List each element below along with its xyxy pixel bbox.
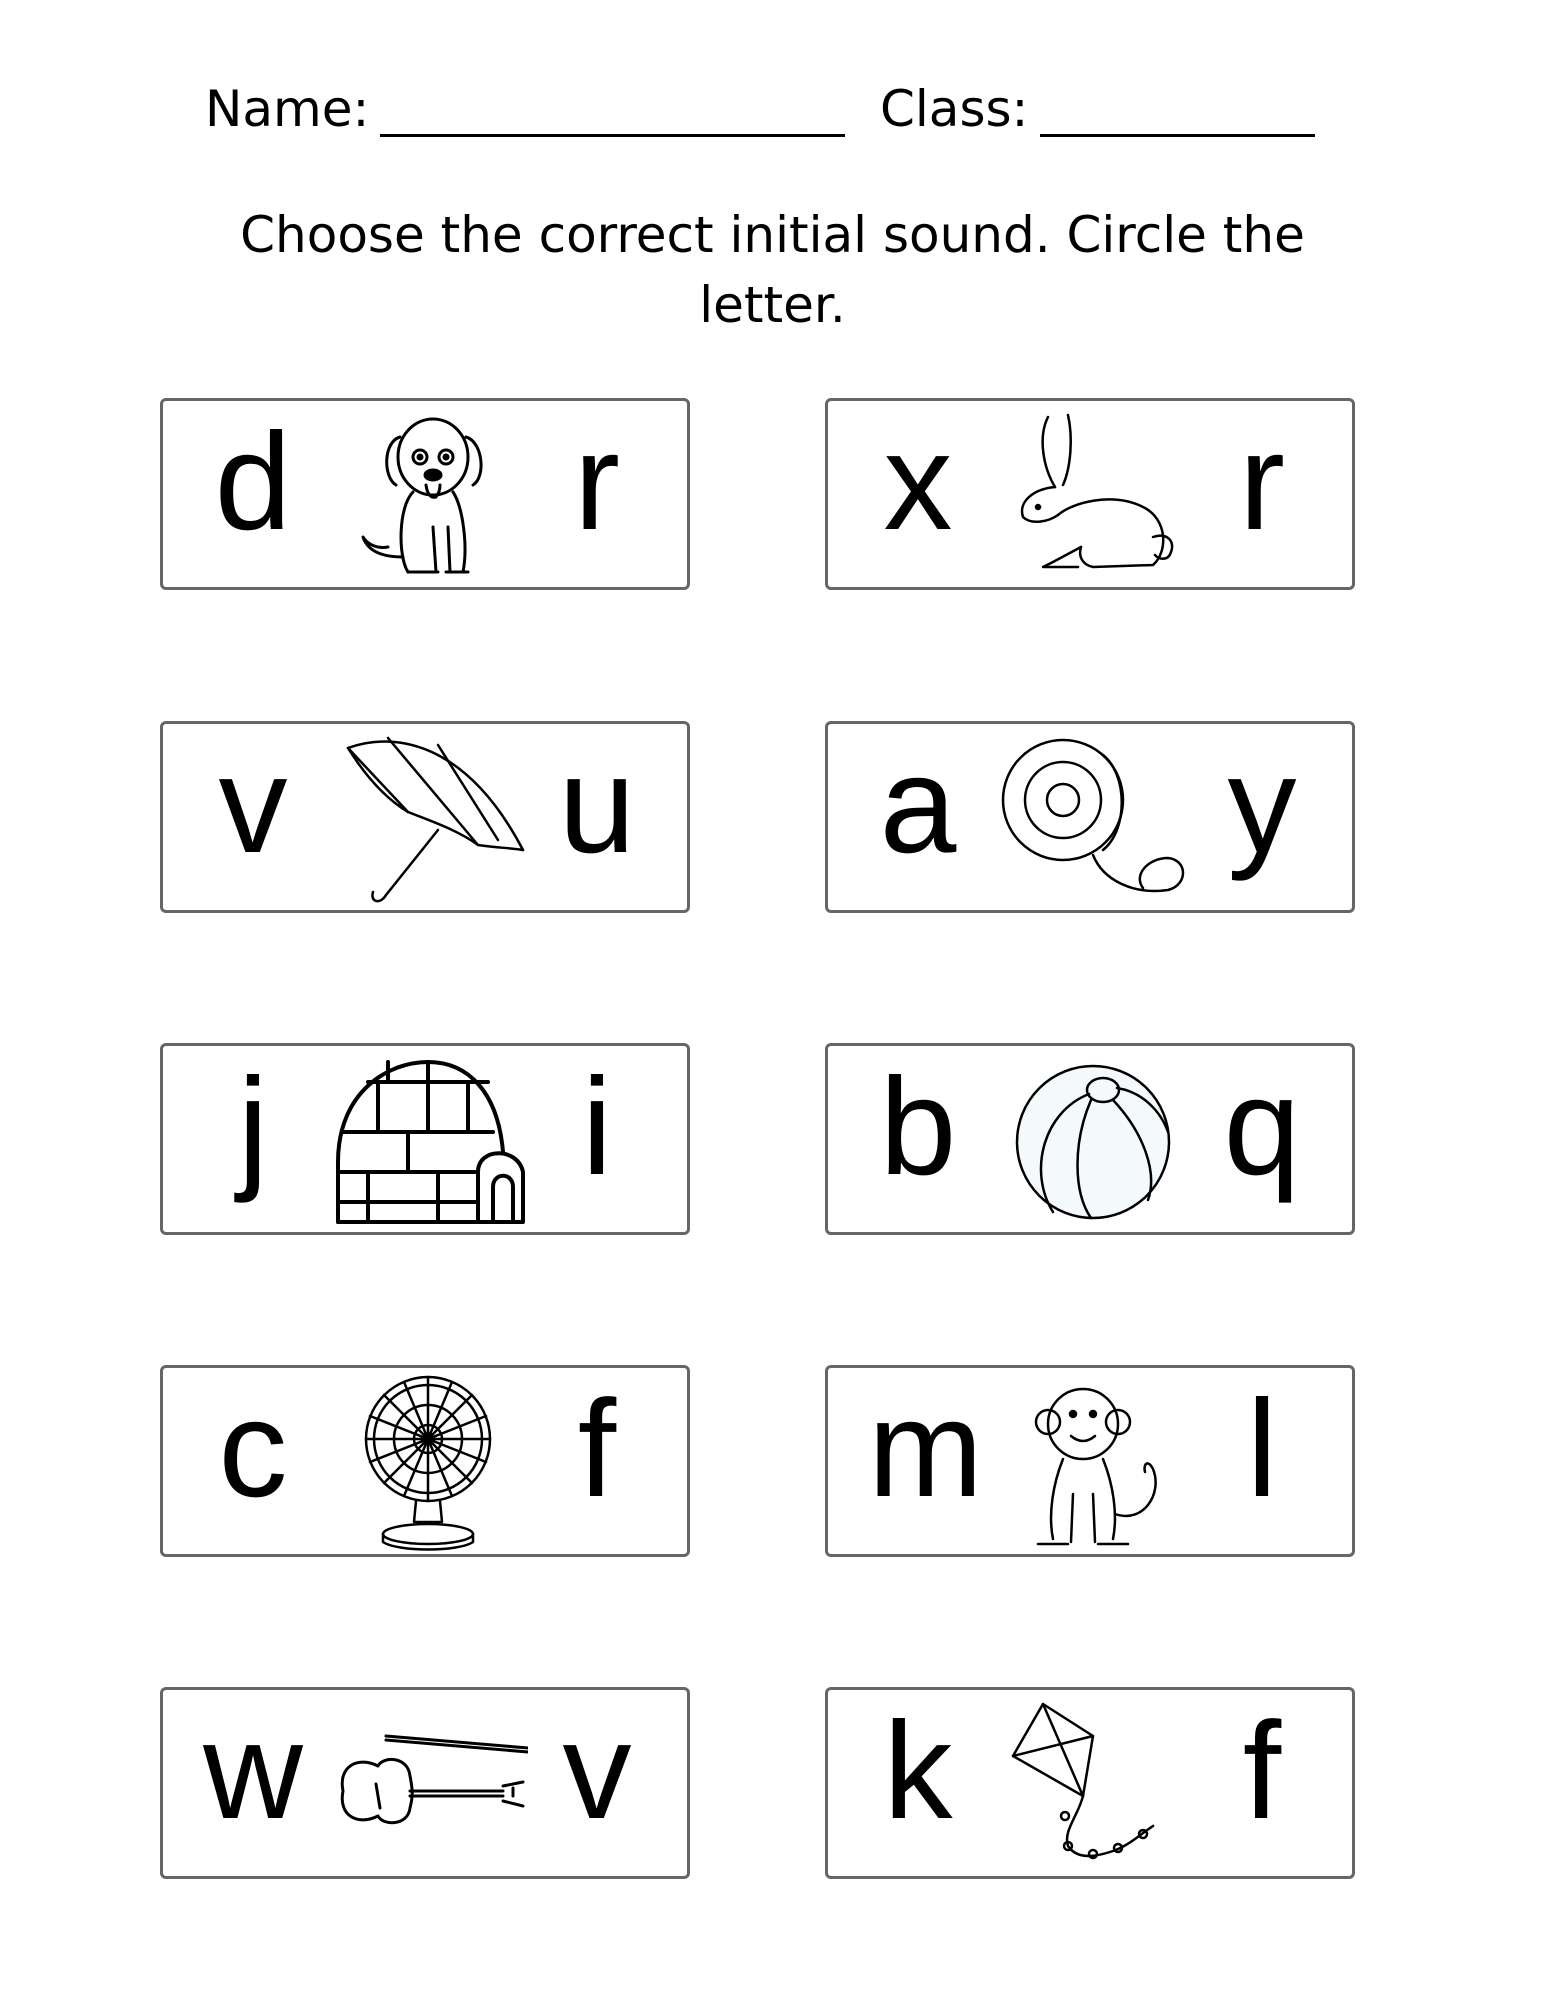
umbrella-icon [328,730,528,910]
letter-option-right[interactable]: r [574,405,620,559]
letter-option-left[interactable]: m [868,1372,983,1526]
class-label: Class: [880,80,1029,138]
letter-option-left[interactable]: w [203,1694,303,1848]
fan-icon [328,1374,528,1554]
violin-icon [328,1696,528,1876]
letter-option-left[interactable]: b [879,1050,957,1204]
instruction-text: Choose the correct initial sound. Circle the letter. [240,206,1305,334]
letter-option-left[interactable]: k [883,1694,953,1848]
card-dog [160,398,690,590]
card-monkey [825,1365,1355,1557]
name-label: Name: [205,80,370,138]
letter-option-left[interactable]: v [218,728,288,882]
letter-option-right[interactable]: l [1246,1372,1278,1526]
letter-option-left[interactable]: j [237,1050,269,1204]
rabbit-icon [993,407,1193,587]
card-kite [825,1687,1355,1879]
name-field[interactable] [380,134,845,137]
card-yoyo [825,721,1355,913]
class-field[interactable] [1040,134,1315,137]
letter-option-right[interactable]: u [558,728,636,882]
yoyo-icon [993,730,1193,910]
letter-option-right[interactable]: i [581,1050,613,1204]
card-fan [160,1365,690,1557]
dog-icon [328,407,528,587]
letter-option-right[interactable]: f [1242,1694,1282,1848]
letter-option-right[interactable]: f [577,1372,617,1526]
card-ball [825,1043,1355,1235]
letter-option-left[interactable]: a [879,728,957,882]
card-umbrella [160,721,690,913]
letter-option-left[interactable]: d [214,405,292,559]
card-violin [160,1687,690,1879]
igloo-icon [328,1052,528,1232]
kite-icon [993,1696,1193,1876]
monkey-icon [993,1374,1193,1554]
letter-option-right[interactable]: y [1227,728,1297,882]
letter-option-right[interactable]: r [1239,405,1285,559]
letter-option-right[interactable]: v [562,1694,632,1848]
letter-option-left[interactable]: x [883,405,953,559]
letter-option-right[interactable]: q [1223,1050,1301,1204]
letter-option-left[interactable]: c [218,1372,288,1526]
card-igloo [160,1043,690,1235]
card-rabbit [825,398,1355,590]
ball-icon [993,1052,1193,1232]
